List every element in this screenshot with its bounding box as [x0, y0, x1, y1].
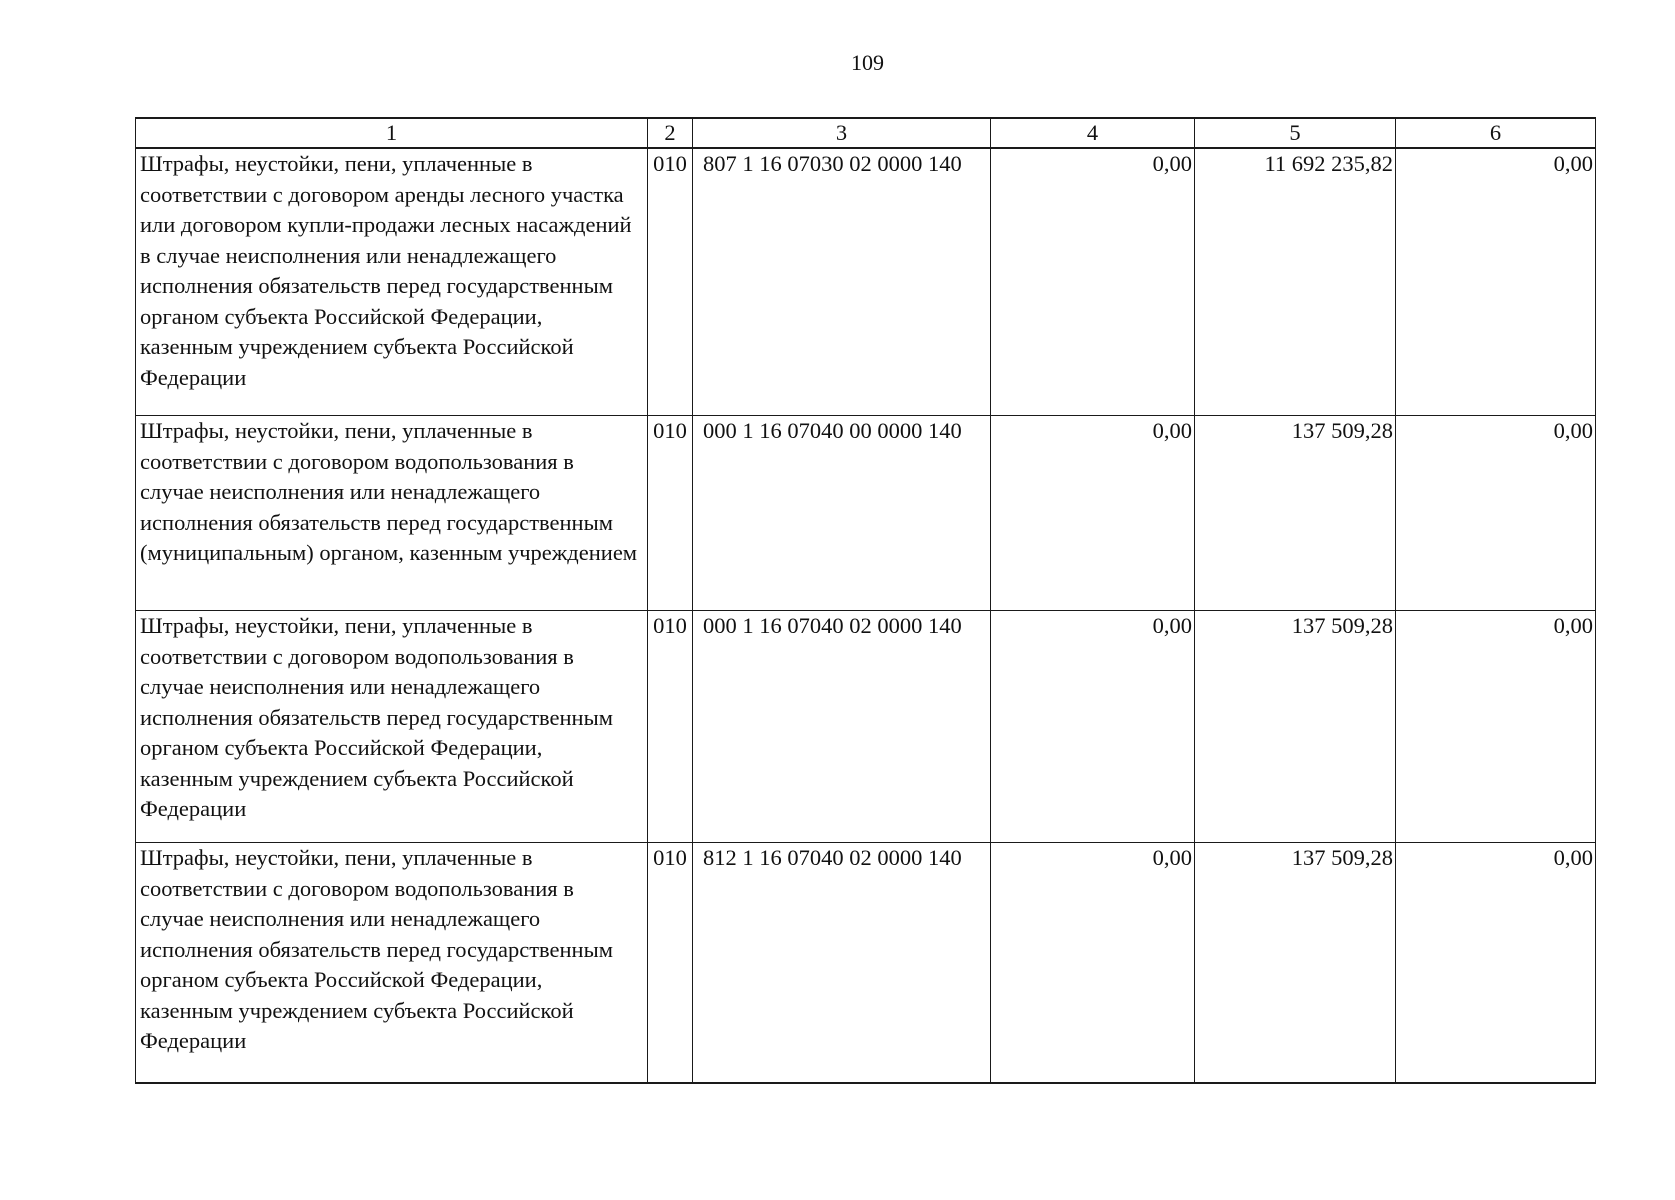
row-name: Штрафы, неустойки, пени, уплаченные в соответствии с договором аренды лесного участка или договором купли-продажи лесных насаждений в случае неисполнения или ненадлежащего исполнения обязательств перед государственным органом субъекта Российской Федерации, казенным учреждением субъекта Российской Федерации	[136, 148, 648, 416]
row-col4-value: 0,00	[991, 611, 1195, 843]
row-col4-value: 0,00	[991, 843, 1195, 1084]
header-col-2: 2	[648, 118, 693, 148]
row-line-code: 010	[648, 843, 693, 1084]
row-col5-value: 137 509,28	[1195, 416, 1396, 611]
table-row	[136, 416, 1596, 611]
row-col6-value: 0,00	[1396, 416, 1596, 611]
table-row	[136, 611, 1596, 843]
row-budget-code: 000 1 16 07040 00 0000 140	[693, 416, 991, 611]
table-row	[136, 148, 1596, 416]
row-col4-value: 0,00	[991, 416, 1195, 611]
header-col-6: 6	[1396, 118, 1596, 148]
row-name: Штрафы, неустойки, пени, уплаченные в соответствии с договором водопользования в случае неисполнения или ненадлежащего исполнения обязательств перед государственным органом субъекта Российской Федерации, казенным учреждением субъекта Российской Федерации	[136, 611, 648, 843]
row-col5-value: 137 509,28	[1195, 611, 1396, 843]
row-col4-value: 0,00	[991, 148, 1195, 416]
budget-table	[135, 117, 1596, 1084]
header-col-5: 5	[1195, 118, 1396, 148]
header-row	[136, 118, 1596, 148]
row-line-code: 010	[648, 148, 693, 416]
row-budget-code: 812 1 16 07040 02 0000 140	[693, 843, 991, 1084]
row-budget-code: 807 1 16 07030 02 0000 140	[693, 148, 991, 416]
table-header	[136, 118, 1596, 148]
row-budget-code: 000 1 16 07040 02 0000 140	[693, 611, 991, 843]
header-col-4: 4	[991, 118, 1195, 148]
row-col6-value: 0,00	[1396, 148, 1596, 416]
row-col5-value: 137 509,28	[1195, 843, 1396, 1084]
row-col5-value: 11 692 235,82	[1195, 148, 1396, 416]
header-col-1: 1	[136, 118, 648, 148]
table-row	[136, 843, 1596, 1084]
row-line-code: 010	[648, 416, 693, 611]
table-body	[136, 148, 1596, 1083]
row-col6-value: 0,00	[1396, 611, 1596, 843]
row-name: Штрафы, неустойки, пени, уплаченные в соответствии с договором водопользования в случае неисполнения или ненадлежащего исполнения обязательств перед государственным органом субъекта Российской Федерации, казенным учреждением субъекта Российской Федерации	[136, 843, 648, 1084]
row-col6-value: 0,00	[1396, 843, 1596, 1084]
row-name: Штрафы, неустойки, пени, уплаченные в соответствии с договором водопользования в случае неисполнения или ненадлежащего исполнения обязательств перед государственным (муниципальным) органом, казенным учреждением	[136, 416, 648, 611]
header-col-3: 3	[693, 118, 991, 148]
page-number: 109	[851, 50, 884, 75]
row-line-code: 010	[648, 611, 693, 843]
